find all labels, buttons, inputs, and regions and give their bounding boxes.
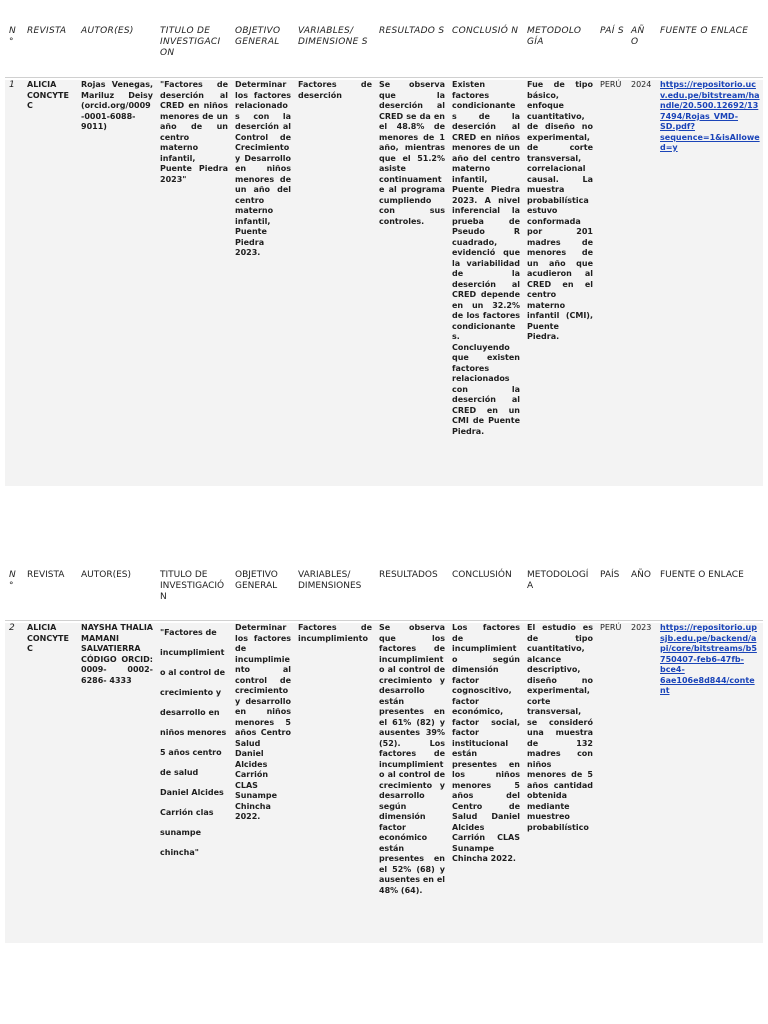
header2-metodologia: METODOLOGÍ A <box>527 570 589 591</box>
row2-num: 2 <box>9 623 15 633</box>
row2-autor: NAYSHA THALIA MAMANI SALVATIERRA CÓDIGO ORCID: 0009- 0002-6286- 4333 <box>81 623 153 685</box>
table1-divider <box>5 77 763 78</box>
header2-num: N ° <box>9 570 17 591</box>
table1-header <box>5 26 763 59</box>
row2-pais: PERÚ <box>600 623 622 632</box>
row1-num: 1 <box>9 80 15 90</box>
row2-titulo: "Factores de incumplimient o al control de crecimiento y desarrollo en niños menores 5 años centro de salud Daniel Alcides Carrión clas sunampe chincha" <box>160 628 227 857</box>
row2-metodologia: El estudio es de tipo cuantitativo, alcance descriptivo, diseño no experimental, corte transversal, se consideró una muestra de 132 madres con niños menores de 5 años cantidad obtenida mediante muestreo probabilístico <box>527 623 593 832</box>
header-autor: AUTOR(ES) <box>81 26 134 36</box>
header-variables: VARIABLES/ DIMENSIONE S <box>298 26 368 47</box>
row1-autor: Rojas Venegas, Mariluz Deisy (orcid.org/0009-0001-6088-9011) <box>81 80 153 131</box>
header2-resultados: RESULTADOS <box>379 570 438 580</box>
header2-revista: REVISTA <box>27 570 65 580</box>
table2-divider <box>5 620 763 621</box>
row2-conclusion: Los factores de incumplimient o según dimensión factor cognoscitivo, factor económico, factor social, factor institucional están presentes en los niños menores 5 años del Centro de Salud Daniel Alcides Carrión CLAS Sunampe Chincha 2022. <box>452 623 520 863</box>
header-pais: PAÍ S <box>600 26 624 36</box>
header2-autor: AUTOR(ES) <box>81 570 132 580</box>
row2-revista: ALICIA CONCYTEC <box>27 623 69 653</box>
table2-row <box>5 623 763 943</box>
row1-resultados: Se observa que la deserción al CRED se da en el 48.8% de menores de 1 año, mientras que el 51.2% asiste continuamente al programa cumpliendo con sus controles. <box>379 80 445 226</box>
row1-titulo: "Factores de deserción al CRED en niños menores de un año de un centro materno infantil, Puente Piedra 2023" <box>160 80 228 184</box>
row2-fuente-cell <box>656 623 763 943</box>
header2-titulo: TITULO DE INVESTIGACIÓN <box>160 570 225 602</box>
header-resultados: RESULTADO S <box>379 26 445 36</box>
row2-resultados: Se observa que los factores de incumplimient o al control de crecimiento y desarrollo están presentes en el 61% (82) y ausentes 39% (52). Los factores de incumplimient o al control de crecimiento y desarrollo según dimensión factor económico están presentes en el 52% (68) y ausentes en el 48% (64). <box>379 623 445 895</box>
header2-fuente: FUENTE O ENLACE <box>660 570 744 580</box>
header-objetivo: OBJETIVO GENERAL <box>235 26 281 47</box>
header2-pais: PAÍS <box>600 570 620 580</box>
table1-row <box>5 80 763 486</box>
row1-anio: 2024 <box>631 80 652 89</box>
row1-objetivo: Determinar los factores relacionados con la deserción al Control de Crecimiento y Desarrollo en niños menores de un año del centro materno infantil, Puente Piedra 2023. <box>235 80 291 257</box>
header2-conclusion: CONCLUSIÓN <box>452 570 512 580</box>
row1-fuente-cell <box>656 80 763 486</box>
table2-header <box>5 570 763 603</box>
header-titulo: TITULO DE INVESTIGACI ON <box>160 26 221 58</box>
header2-anio: AÑO <box>631 570 651 580</box>
header2-variables: VARIABLES/ DIMENSIONES <box>298 570 362 591</box>
header-fuente: FUENTE O ENLACE <box>660 26 749 36</box>
row2-objetivo: Determinar los factores de incumplimie nto al control de crecimiento y desarrollo en niños menores 5 años Centro Salud Daniel Alcides Carrión CLAS Sunampe Chincha 2022. <box>235 623 291 821</box>
header2-objetivo: OBJETIVO GENERAL <box>235 570 278 591</box>
row1-revista: ALICIA CONCYTEC <box>27 80 69 110</box>
row1-conclusion: Existen factores condicionantes de la deserción al CRED en niños menores de un año del centro materno infantil, Puente Piedra 2023. A nivel inferencial la prueba de Pseudo R cuadrado, evidenció que la variabilidad de la deserción al CRED depende en un 32.2% de los factores condicionantes. Concluyendo que existen factores relacionados con la deserción al CRED en un CMI de Puente Piedra. <box>452 80 520 436</box>
row2-variables: Factores de incumplimiento <box>298 623 372 643</box>
header-anio: AÑ O <box>631 26 645 47</box>
row1-fuente-link[interactable]: https://repositorio.ucv.edu.pe/bitstream/handle/20.500.12692/137494/Rojas_VMD-SD.pdf?sequence=1&isAllowed=y <box>660 80 760 152</box>
row2-anio: 2023 <box>631 623 652 632</box>
header-metodologia: METODOLO GÍA <box>527 26 582 47</box>
header-num: N ° <box>9 26 17 47</box>
row1-variables: Factores de deserción <box>298 80 372 100</box>
header-revista: REVISTA <box>27 26 67 36</box>
row2-fuente-link[interactable]: https://repositorio.upsjb.edu.pe/backend/api/core/bitstreams/b5750407-feb6-47fb-bce4-6ae106e8d844/content <box>660 623 757 695</box>
header-conclusion: CONCLUSIÓ N <box>452 26 519 36</box>
row1-pais: PERÚ <box>600 80 622 89</box>
row1-metodologia: Fue de tipo básico, enfoque cuantitativo, de diseño no experimental, de corte transversal, correlacional causal. La muestra probabilística estuvo conformada por 201 madres de menores de un año que acudieron al CRED en el centro materno infantil (CMI), Puente Piedra. <box>527 80 593 341</box>
